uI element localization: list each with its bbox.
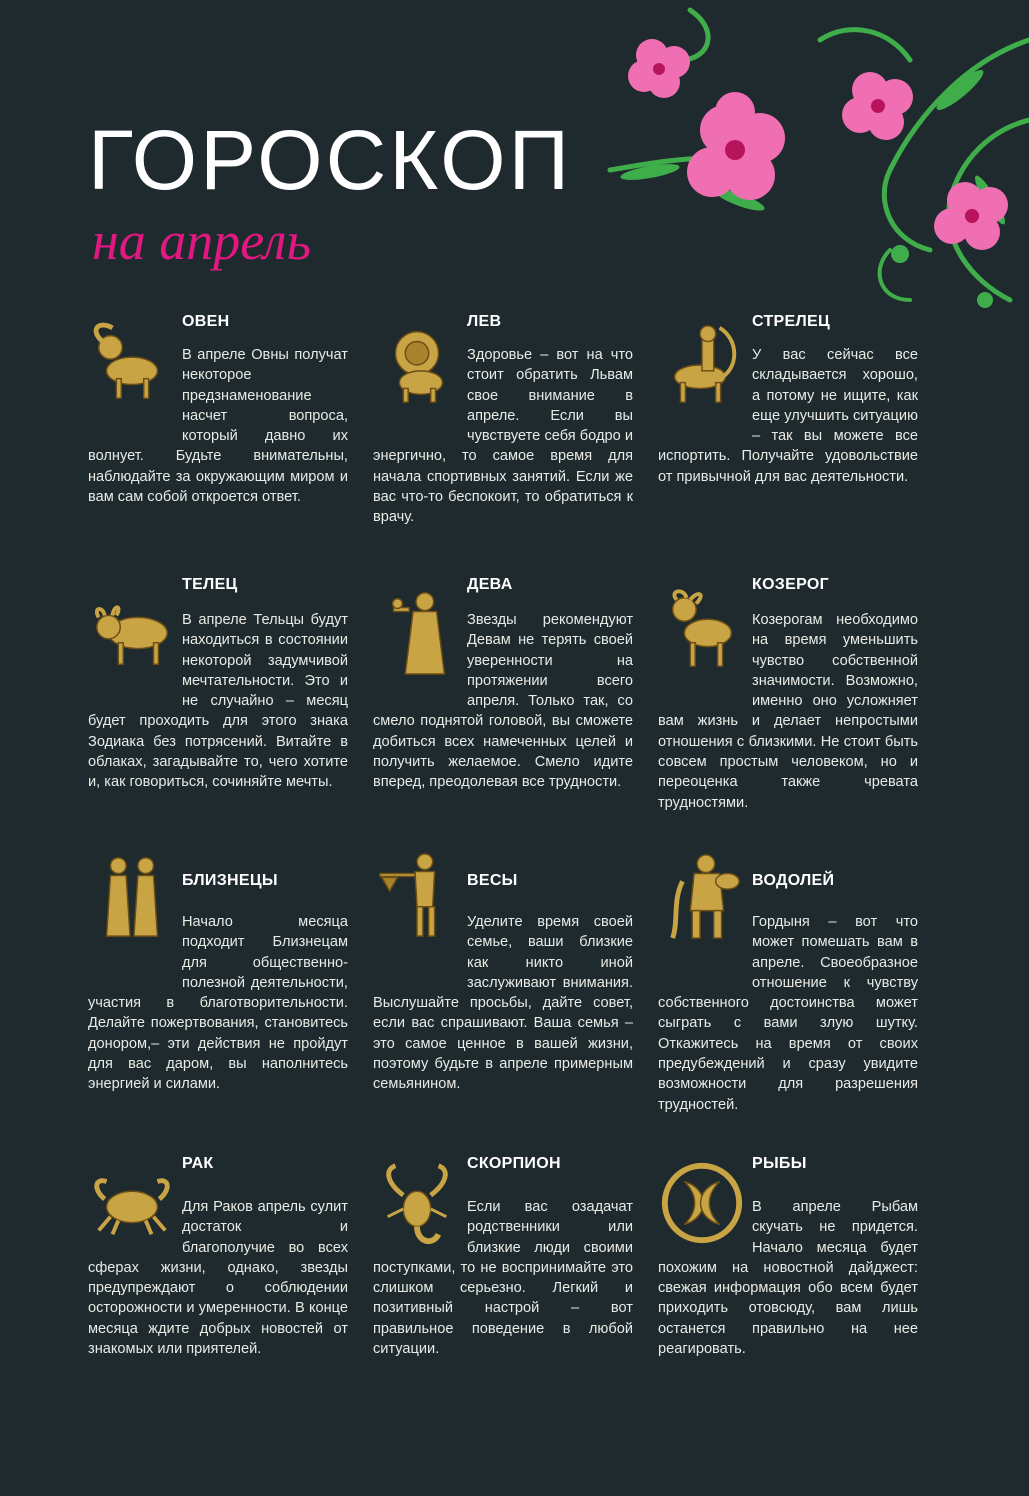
sign-card-bliznetsy	[88, 852, 353, 1112]
sign-card-deva	[373, 568, 638, 828]
sign-forecast: Здоровье – вот на что стоит обратить Львам свое внимание в апреле. Если вы чувствуете себя бодро и энергично, то самое время для начала спортивных занятий. Если же вас что-то беспокоит, то обратиться к врачу.	[373, 347, 633, 526]
sign-forecast: В апреле Рыбам скучать не придется. Начало месяца будет похожим на новостной дайджест: свежая информация обо всем будет приходить отовсюду, вам лишь останется правильно на нее реагировать.	[658, 1199, 918, 1358]
sign-card-vesy	[373, 852, 638, 1112]
sign-name: ВЕСЫ	[467, 872, 518, 889]
sign-forecast: Уделите время своей семье, ваши близкие как никто иной заслуживают внимания. Выслушайте просьбы, дайте совет, если вас спрашивают. Ваша семья – это самое ценное в вашей жизни, поэтому будьте в апреле примерным семьянином.	[373, 914, 633, 1093]
sign-card-kozerog	[658, 568, 923, 828]
sign-name: ДЕВА	[467, 576, 513, 593]
sign-card-strelets	[658, 305, 923, 565]
page-subtitle: на апрель	[92, 211, 312, 271]
sign-card-telets	[88, 568, 353, 828]
sign-name: РЫБЫ	[752, 1155, 807, 1172]
sign-name: ТЕЛЕЦ	[182, 576, 238, 593]
sign-forecast: Козерогам необходимо на время уменьшить чувство собственной значимости. Возможно, именно оно усложняет вам жизнь и делает непростыми отношения с близкими. Не стоит быть совсем простым человеком, но и переоценка также чревата трудностями.	[658, 612, 918, 811]
sign-card-vodoley	[658, 852, 923, 1112]
floral-decoration	[590, 0, 1029, 320]
sign-name: РАК	[182, 1155, 214, 1172]
sign-forecast: Гордыня – вот что может помешать вам в апреле. Своеобразное отношение к чувству собственного достоинства может сыграть с вами злую шутку. Откажитесь на время от своих предубеждений и сразу увидите возможности для разрешения трудностей.	[658, 914, 918, 1113]
sign-name: СКОРПИОН	[467, 1155, 561, 1172]
sign-forecast: В апреле Овны получат некоторое предзнаменование насчет вопроса, который давно их волнует. Будьте внимательны, наблюдайте за окружающим миром и вам сам собой откроется ответ.	[88, 347, 348, 506]
sign-forecast: Звезды рекомендуют Девам не терять своей уверенности на протяжении всего апреля. Только так, со смело поднятой головой, вы сможете добиться всех намеченных целей и получить желаемое. Смело идите вперед, преодолевая все трудности.	[373, 612, 633, 791]
sign-forecast: Если вас озадачат родственники или близкие люди своими поступками, то не воспринимайте это слишком серьезно. Легкий и позитивный настрой – вот правильное поведение в любой ситуации.	[373, 1199, 633, 1358]
sign-forecast: Начало месяца подходит Близнецам для общественно-полезной деятельности, участия в благотворительности. Делайте пожертвования, становитесь донором,– эти действия не пройдут для вас даром, вы наполнитесь энергией и силами.	[88, 914, 348, 1093]
sign-name: БЛИЗНЕЦЫ	[182, 872, 278, 889]
sign-card-ryby	[658, 1135, 923, 1395]
sign-card-rak	[88, 1135, 353, 1395]
sign-card-oven	[88, 305, 353, 565]
flower-icon	[687, 92, 785, 200]
sign-forecast: В апреле Тельцы будут находиться в состоянии некоторой задумчивой мечтательности. Это и не случайно – месяц будет проходить для этого знака Зодиака без потрясений. Витайте в облаках, загадывайте то, чего хотите и, как говориться, сочиняйте мечты.	[88, 612, 348, 791]
sign-name: ОВЕН	[182, 313, 230, 330]
sign-name: КОЗЕРОГ	[752, 576, 829, 593]
sign-name: СТРЕЛЕЦ	[752, 313, 830, 330]
sign-card-skorpion	[373, 1135, 638, 1395]
sign-card-lev	[373, 305, 638, 565]
sign-forecast: У вас сейчас все складывается хорошо, а потому не ищите, как еще улучшить ситуацию – так вы можете все испортить. Получайте удовольствие от привычной для вас деятельности.	[658, 347, 918, 485]
sign-name: ВОДОЛЕЙ	[752, 872, 835, 889]
page-title: ГОРОСКОП	[88, 113, 572, 207]
sign-name: ЛЕВ	[467, 313, 502, 330]
sign-forecast: Для Раков апрель сулит достаток и благополучие во всех сферах жизни, однако, звезды предупреждают о соблюдении осторожности и умеренности. В конце месяца ждите добрых новостей от знакомых или приятелей.	[88, 1199, 348, 1358]
